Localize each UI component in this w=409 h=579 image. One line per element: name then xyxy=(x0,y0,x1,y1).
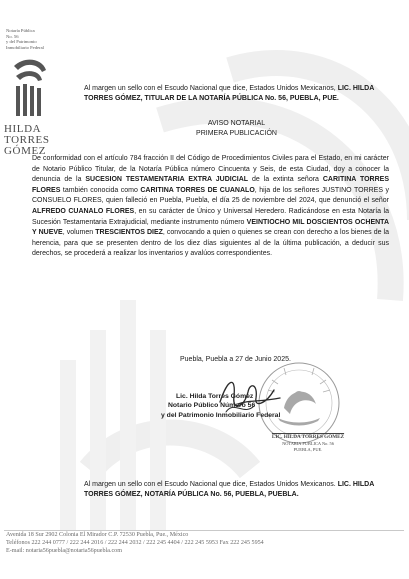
notary-label xyxy=(6,28,56,50)
signatory-title: Notario Público Número 56 xyxy=(168,402,256,409)
brand-name-line: TORRES xyxy=(4,134,50,146)
intro-notary-name: LIC. HILDA TORRES GÓMEZ, TITULAR DE LA NOTARÍA PÚBLICA No. 56, PUEBLA, PUE. xyxy=(84,85,374,102)
closing-text: Al margen un sello con el Escudo Nacional que dice, Estados Unidos Mexicanos. xyxy=(84,481,338,488)
notary-line: y del Patrimonio xyxy=(6,39,37,45)
body-text: , convocando a quien o quienes se crean con derecho a los bienes de la herencia, para que se presenten dentro de los diez días siguientes al de la última publicación, a deducir sus derechos, se procederá a realizar los inventarios y avalúos correspondientes. xyxy=(32,229,390,258)
closing-notary-name: LIC. HILDA TORRES GÓMEZ, NOTARÍA PÚBLICA No. 56, PUEBLA, PUEBLA. xyxy=(84,481,374,498)
body-text: , en su carácter de Único y Universal Heredero. Radicándose en esta Notaría la Sucesión Testamentaria Extrajudicial, mediante instrumento número xyxy=(32,207,389,226)
notice-subtitle: PRIMERA PUBLICACIÓN xyxy=(196,130,277,137)
body-bold: ALFREDO CUANALO FLORES xyxy=(32,207,135,215)
body-bold: CARITINA TORRES DE CUANALO xyxy=(140,186,255,194)
intro-text: Al margen un sello con el Escudo Nacional que dice, Estados Unidos Mexicanos, xyxy=(84,85,338,92)
closing-paragraph xyxy=(84,480,389,500)
brand-name-line: HILDA xyxy=(4,123,42,135)
body-bold: TRESCIENTOS DIEZ xyxy=(95,229,163,237)
body-text: también conocida como xyxy=(60,186,141,194)
signatory-title-2: y del Patrimonio Inmobiliario Federal xyxy=(161,412,281,419)
handwritten-signature xyxy=(214,372,284,420)
notary-line: No. 56 xyxy=(6,33,19,39)
footer-address: Avenida 18 Sur 2902 Colonia El Mirador C.P. 72530 Puebla, Pue., México xyxy=(6,532,189,538)
stamp-name: LIC. HILDA TORRES GÓMEZ xyxy=(271,434,345,440)
body-bold: CARITINA TORRES FLORES xyxy=(32,176,389,194)
body-text: De conformidad con el artículo 784 fracción II del Código de Procedimientos Civiles para el Estado, en mi carácter de Notario Público Titular, de la Notaría Pública número Cincuenta y Seis, de esta Ciudad, doy a conocer la denuncia de la xyxy=(32,155,389,184)
notice-title: AVISO NOTARIAL xyxy=(207,120,266,127)
brand-name-line: GÓMEZ xyxy=(4,145,47,157)
notary-brand-name xyxy=(4,124,60,157)
body-text: de la extinta señora xyxy=(248,176,323,184)
notary-line: Inmobiliario Federal xyxy=(6,44,44,50)
footer-phones: Teléfonos 222 244 0777 / 222 244 2016 / 222 244 2032 / 222 245 4404 / 222 245 5953 Fax 222 245 5954 xyxy=(6,540,264,546)
signatory-name: Lic. Hilda Torres Gómez xyxy=(176,393,254,400)
body-text: , hija de los señores JUSTINO TORRES y CONSUELO FLORES, quien falleció en Puebla, Puebla, el día 25 de noviembre del 2024, que denunció el señor xyxy=(32,186,390,205)
body-bold: SUCESION TESTAMENTARIA EXTRA JUDICIAL xyxy=(85,176,249,184)
date-line: Puebla, Puebla a 27 de Junio 2025. xyxy=(180,356,291,363)
notary-logo-icon xyxy=(8,56,50,120)
notice-body xyxy=(32,154,389,260)
stamp-text xyxy=(258,434,358,453)
body-text: , volumen xyxy=(62,229,96,237)
stamp-notary: NOTARIA PUBLICA No. 56 xyxy=(282,441,334,446)
body-bold: VEINTIOCHO MIL DOSCIENTOS OCHENTA Y NUEVE xyxy=(32,218,389,237)
notary-line: Notaría Pública xyxy=(6,28,35,33)
footer-email: E-mail: notaria56puebla@notaria56puebla.com xyxy=(6,548,122,554)
intro-paragraph xyxy=(84,84,389,104)
stamp-city: PUEBLA, PUE. xyxy=(293,447,323,452)
